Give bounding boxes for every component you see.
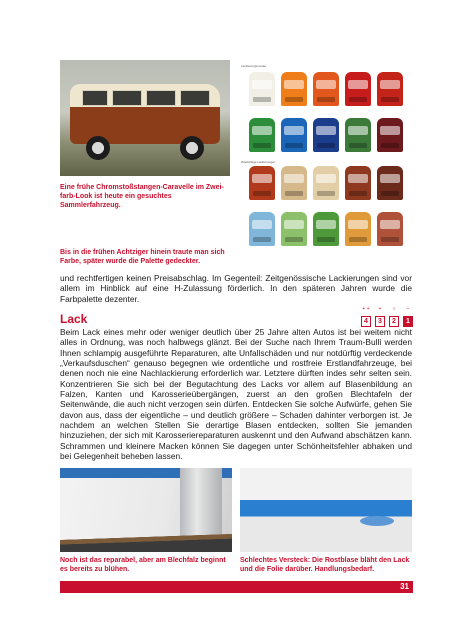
color-swatch bbox=[345, 212, 371, 246]
rating-scale bbox=[361, 306, 413, 328]
van-photo-caption: Eine frühe Chromstoßstangen-Caravelle im Zwei-farb-Look ist heute ein gesuchtes Sammlerfahrzeug. bbox=[60, 184, 224, 209]
van-window bbox=[180, 90, 210, 106]
palette-caption: Bis in die frühen Achtziger hinein traute man sich Farbe, später wurde die Palette gedeckter. bbox=[60, 249, 225, 265]
color-swatch bbox=[313, 166, 339, 200]
van-wheel bbox=[86, 136, 110, 160]
rating-mark: + bbox=[378, 306, 382, 312]
rating-mark: + + bbox=[362, 306, 370, 312]
van-window bbox=[146, 90, 176, 106]
color-swatch bbox=[377, 72, 403, 106]
stripe-photo-caption: Schlechtes Versteck: Die Rostblase bläht den Lack und die Folie darüber. Handlungsbedarf. bbox=[240, 557, 410, 573]
color-swatch bbox=[377, 118, 403, 152]
color-swatch bbox=[249, 118, 275, 152]
color-swatch bbox=[313, 72, 339, 106]
color-swatch bbox=[345, 118, 371, 152]
van-photo bbox=[60, 60, 230, 176]
color-swatch bbox=[345, 72, 371, 106]
rust-photo-caption: Noch ist das reparabel, aber am Blechfalz beginnt es bereits zu blühen. bbox=[60, 557, 226, 573]
color-swatch bbox=[249, 166, 275, 200]
chart-header-mid: Zweifarbige Lackierungen bbox=[241, 160, 276, 164]
section-heading: Lack bbox=[60, 312, 88, 326]
van-window bbox=[112, 90, 142, 106]
color-swatch bbox=[249, 72, 275, 106]
footer-bar bbox=[60, 581, 413, 593]
color-swatch bbox=[281, 212, 307, 246]
rating-mark: ○ bbox=[392, 306, 396, 312]
stripe-photo bbox=[240, 468, 412, 552]
rating-mark: – bbox=[406, 306, 410, 312]
rating-box: 3 bbox=[375, 316, 385, 327]
rust-bubble bbox=[360, 516, 394, 526]
color-swatch bbox=[281, 118, 307, 152]
color-swatch bbox=[345, 166, 371, 200]
color-swatch bbox=[281, 166, 307, 200]
intro-paragraph: und rechtfertigen keinen Preisabschlag. Im Gegenteil: Zeitgenössische Lackierungen sind vor allem im Hinblick auf eine H-Zulassung förderlich. In den späteren Jahren wurde die Farbpalette dezenter. bbox=[60, 273, 412, 304]
color-swatch bbox=[377, 166, 403, 200]
rating-box: 4 bbox=[361, 316, 371, 327]
rust-photo-sill bbox=[60, 532, 232, 552]
rating-box: 2 bbox=[389, 316, 399, 327]
color-swatch bbox=[313, 118, 339, 152]
color-swatch bbox=[249, 212, 275, 246]
page-number: 31 bbox=[400, 582, 409, 591]
rating-box-selected: 1 bbox=[403, 316, 413, 327]
color-swatch bbox=[313, 212, 339, 246]
van-wheel bbox=[180, 136, 204, 160]
chart-header-top: Lackierungsmuster bbox=[241, 64, 267, 68]
color-swatch bbox=[281, 72, 307, 106]
color-chart bbox=[239, 62, 412, 267]
color-swatch bbox=[377, 212, 403, 246]
rust-photo bbox=[60, 468, 232, 552]
van-window bbox=[82, 90, 108, 106]
lack-paragraph: Beim Lack eines mehr oder weniger deutlich über 25 Jahre alten Autos ist bei weitem nicht alles in Ordnung, was noch halbwegs glänzt. Bei der Suche nach Ihrem Traum-Bulli werden Ihnen schlampig ausgeführte Reparaturen, alte Unfallschäden und nur notdürftig verdeckende „Verkaufsduschen“ genauso begegnen wie ordentliche und rostfreie Erstlandfahrzeuge, bei denen noch nie eine Nachlackierung erforderlich war. Letztere dürften indes sehr selten sein. Konzentrieren Sie sich bei der Begutachtung des Lacks vor allem auf Blasenbildung an Falzen, Kanten und Karosserieübergängen, zuerst an den großen Blechtafeln der Seitenwände, die auch nicht verzogen sein dürfen. Entdecken Sie solche Aufwürfe, gehen Sie davon aus, dass der eigentliche – und deutlich größere – Schaden dahinter verborgen ist. Je nachdem an welchen Stellen Sie derartige Blasen entdecken, sollten Sie jemanden hinzuziehen, der sich mit Karosseriereparaturen auskennt und den Aufwand abschätzen kann. Schrammen und kleinere Macken können Sie dagegen unter Schönheitsfehler abhaken und bei Gelegenheit beheben lassen. bbox=[60, 327, 412, 462]
